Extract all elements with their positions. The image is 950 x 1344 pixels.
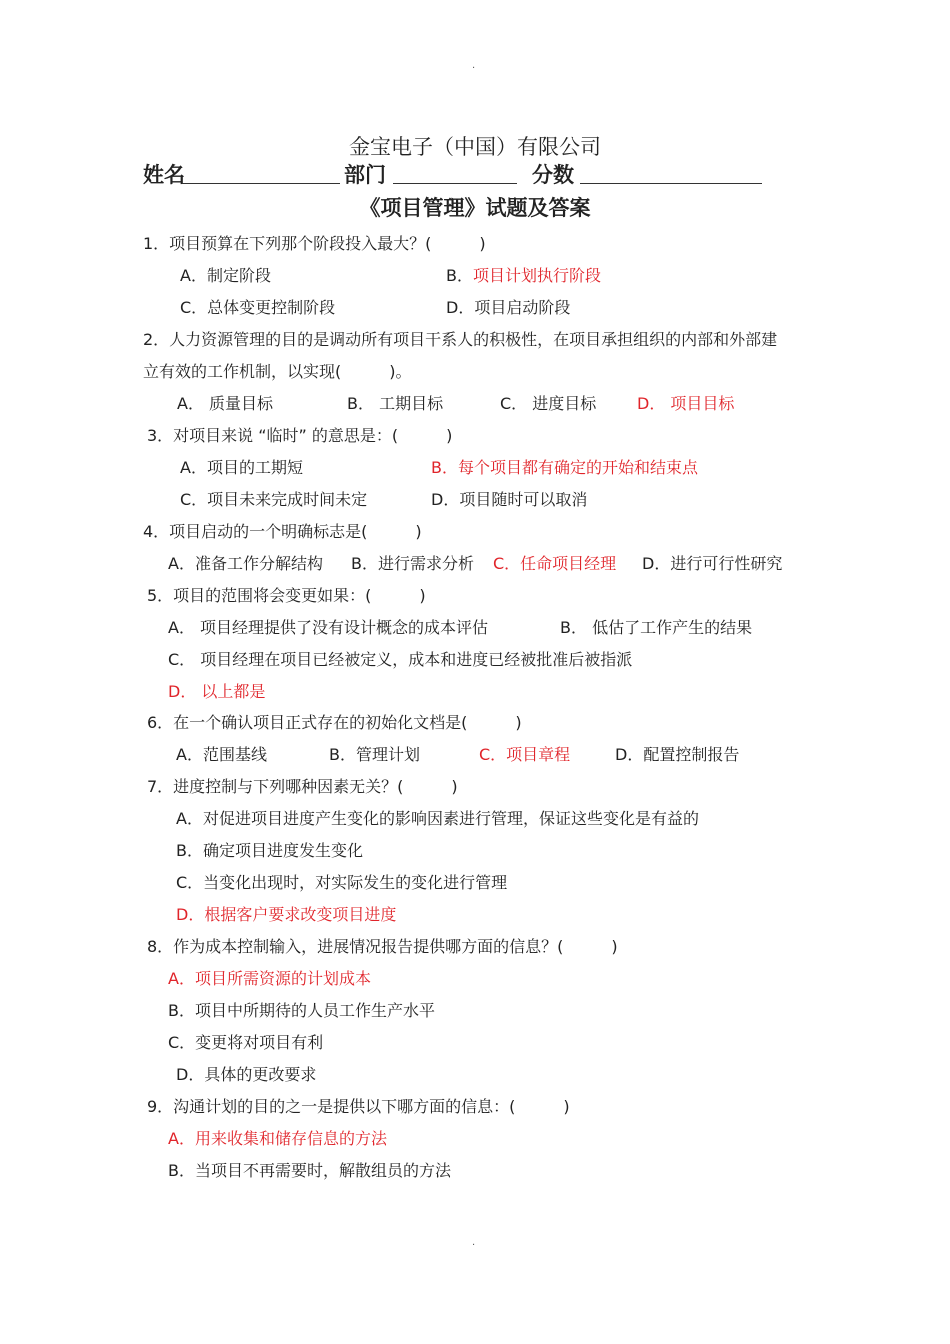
- option-7b: B．确定项目进度发生变化: [176, 841, 363, 860]
- score-label: 分数: [532, 163, 574, 187]
- option-2c: C． 进度目标: [500, 394, 597, 413]
- answer-5d: D． 以上都是: [168, 682, 266, 701]
- option-5b: B． 低估了工作产生的结果: [560, 618, 753, 637]
- answer-6c: C．项目章程: [479, 745, 571, 764]
- answer-4c: C．任命项目经理: [493, 554, 617, 573]
- option-7c: C．当变化出现时，对实际发生的变化进行管理: [176, 873, 508, 892]
- option-1b-letter: B．: [446, 266, 473, 285]
- question-8: 8．作为成本控制输入，进展情况报告提供哪方面的信息？( ): [147, 937, 618, 956]
- question-5: 5．项目的范围将会变更如果：( ): [147, 586, 426, 605]
- page-marker-top: .: [472, 60, 476, 71]
- answer-7d: D．根据客户要求改变项目进度: [176, 905, 397, 924]
- name-field[interactable]: [182, 183, 340, 184]
- option-2a: A． 质量目标: [177, 394, 274, 413]
- question-1: 1．项目预算在下列那个阶段投入最大？( ): [143, 234, 486, 253]
- question-2-cont: 立有效的工作机制，以实现( )。: [143, 362, 412, 381]
- option-1c: C．总体变更控制阶段: [180, 298, 336, 317]
- company-title: 金宝电子（中国）有限公司: [349, 135, 601, 159]
- option-8b: B．项目中所期待的人员工作生产水平: [168, 1001, 435, 1020]
- option-4d: D．进行可行性研究: [642, 554, 783, 573]
- option-4a: A．准备工作分解结构: [168, 554, 323, 573]
- exam-title: 《项目管理》试题及答案: [359, 196, 591, 220]
- option-3d: D．项目随时可以取消: [431, 490, 588, 509]
- option-8d: D．具体的更改要求: [176, 1065, 317, 1084]
- option-1d: D．项目启动阶段: [446, 298, 571, 317]
- option-3c: C．项目未来完成时间未定: [180, 490, 368, 509]
- page-marker-bottom: .: [472, 1237, 476, 1248]
- option-8c: C．变更将对项目有利: [168, 1033, 324, 1052]
- dept-field[interactable]: [393, 183, 517, 184]
- dept-label: 部门: [344, 163, 386, 187]
- score-field[interactable]: [580, 183, 762, 184]
- answer-9a: A．用来收集和储存信息的方法: [168, 1129, 387, 1148]
- option-1a: A．制定阶段: [180, 266, 271, 285]
- answer-1b: 项目计划执行阶段: [472, 266, 601, 285]
- option-4b: B．进行需求分析: [351, 554, 474, 573]
- question-7: 7．进度控制与下列哪种因素无关？( ): [147, 777, 458, 796]
- option-7a: A．对促进项目进度产生变化的影响因素进行管理，保证这些变化是有益的: [176, 809, 699, 828]
- option-6d: D．配置控制报告: [615, 745, 740, 764]
- option-2b: B． 工期目标: [347, 394, 444, 413]
- answer-3b: B．每个项目都有确定的开始和结束点: [431, 458, 698, 477]
- option-5c: C． 项目经理在项目已经被定义，成本和进度已经被批准后被指派: [168, 650, 633, 669]
- question-6: 6．在一个确认项目正式存在的初始化文档是( ): [147, 713, 522, 732]
- question-2: 2．人力资源管理的目的是调动所有项目干系人的积极性，在项目承担组织的内部和外部建: [143, 330, 778, 349]
- question-3: 3．对项目来说 “临时” 的意思是：( ): [147, 426, 453, 445]
- question-9: 9．沟通计划的目的之一是提供以下哪方面的信息：( ): [147, 1097, 570, 1116]
- answer-2d: D． 项目目标: [637, 394, 735, 413]
- question-4: 4．项目启动的一个明确标志是( ): [143, 522, 422, 541]
- answer-8a: A．项目所需资源的计划成本: [168, 969, 371, 988]
- option-3a: A．项目的工期短: [180, 458, 303, 477]
- name-label: 姓名: [143, 163, 185, 187]
- option-6b: B．管理计划: [329, 745, 420, 764]
- option-9b: B．当项目不再需要时，解散组员的方法: [168, 1161, 451, 1180]
- option-5a: A． 项目经理提供了没有设计概念的成本评估: [168, 618, 489, 637]
- option-6a: A．范围基线: [176, 745, 267, 764]
- option-1b: [446, 266, 601, 286]
